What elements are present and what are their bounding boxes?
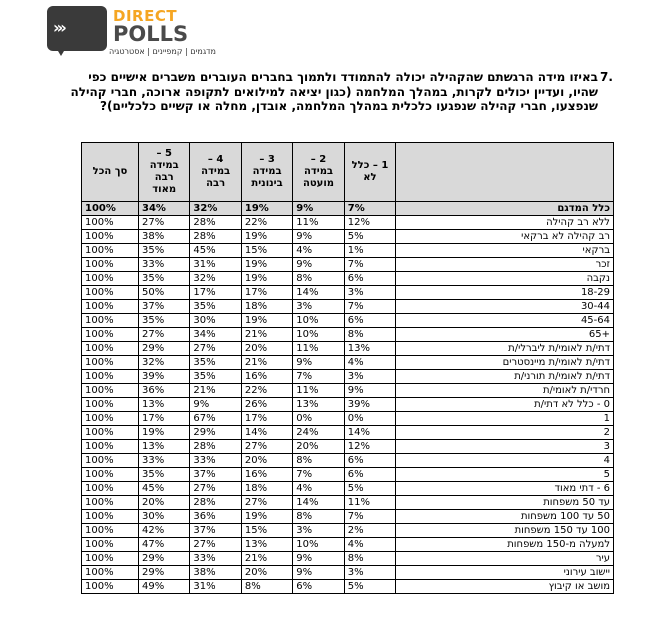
table-cell: 7% [344, 300, 395, 314]
table-cell: 29% [138, 566, 189, 580]
results-table [81, 142, 614, 594]
table-cell: 9% [190, 398, 241, 412]
table-cell: 20% [241, 454, 292, 468]
table-cell: 35% [138, 272, 189, 286]
table-cell: 16% [241, 468, 292, 482]
table-cell: 29% [138, 342, 189, 356]
table-cell: 35% [190, 370, 241, 384]
table-cell: 13% [138, 398, 189, 412]
table-cell: 11% [344, 496, 395, 510]
table-row [82, 300, 614, 314]
table-cell: 29% [190, 426, 241, 440]
row-label: למעלה מ-150 משפחות [396, 538, 614, 552]
table-row [82, 258, 614, 272]
row-label: 3 [396, 440, 614, 454]
header-category [396, 143, 614, 202]
table-cell: 24% [293, 426, 344, 440]
table-cell: 39% [344, 398, 395, 412]
table-row [82, 468, 614, 482]
table-cell: 32% [190, 272, 241, 286]
table-cell: 5% [344, 230, 395, 244]
header-scale-4: 4 – במידה רבה [190, 143, 241, 202]
row-label: 4 [396, 454, 614, 468]
logo-direct-text: DIRECT [113, 7, 178, 25]
table-row [82, 454, 614, 468]
table-cell: 37% [138, 300, 189, 314]
table-cell: 5% [344, 580, 395, 594]
results-table-container [81, 142, 614, 594]
table-cell: 14% [293, 496, 344, 510]
table-row [82, 230, 614, 244]
table-cell: 100% [82, 580, 139, 594]
table-row-total [82, 202, 614, 216]
table-cell: 18% [241, 300, 292, 314]
row-label: עד 50 משפחות [396, 496, 614, 510]
table-cell: 3% [344, 566, 395, 580]
direct-polls-logo [47, 6, 216, 58]
table-cell: 9% [293, 566, 344, 580]
table-cell: 27% [241, 440, 292, 454]
table-cell: 100% [82, 384, 139, 398]
table-cell: 100% [82, 496, 139, 510]
row-label: ללא רב קהילה [396, 216, 614, 230]
table-cell: 27% [241, 496, 292, 510]
table-cell: 0% [344, 412, 395, 426]
table-cell: 33% [190, 454, 241, 468]
table-cell: 27% [138, 328, 189, 342]
table-cell: 8% [293, 510, 344, 524]
table-cell: 32% [138, 356, 189, 370]
table-cell: 28% [190, 216, 241, 230]
table-cell: 30% [138, 510, 189, 524]
table-cell: 14% [293, 286, 344, 300]
table-cell: 14% [344, 426, 395, 440]
table-cell: 33% [138, 454, 189, 468]
table-cell: 21% [241, 552, 292, 566]
table-cell: 27% [190, 538, 241, 552]
logo-bubble-tail [55, 46, 67, 56]
table-cell: 42% [138, 524, 189, 538]
row-label: יישוב עירוני [396, 566, 614, 580]
table-cell: 11% [293, 342, 344, 356]
table-cell: 50% [138, 286, 189, 300]
table-cell: 32% [190, 202, 241, 216]
row-label: 18-29 [396, 286, 614, 300]
table-cell: 31% [190, 580, 241, 594]
table-cell: 9% [293, 230, 344, 244]
table-cell: 9% [344, 384, 395, 398]
table-cell: 100% [82, 300, 139, 314]
table-cell: 17% [190, 286, 241, 300]
table-cell: 100% [82, 370, 139, 384]
table-row [82, 272, 614, 286]
table-cell: 36% [138, 384, 189, 398]
table-cell: 100% [82, 328, 139, 342]
table-cell: 100% [82, 314, 139, 328]
table-cell: 45% [138, 482, 189, 496]
table-row [82, 510, 614, 524]
table-cell: 7% [293, 370, 344, 384]
table-row [82, 342, 614, 356]
table-cell: 100% [82, 412, 139, 426]
table-cell: 7% [344, 202, 395, 216]
table-cell: 13% [344, 342, 395, 356]
table-cell: 100% [82, 286, 139, 300]
table-cell: 37% [190, 524, 241, 538]
table-cell: 100% [82, 440, 139, 454]
row-label: ברקאי [396, 244, 614, 258]
table-cell: 35% [138, 244, 189, 258]
table-cell: 19% [241, 230, 292, 244]
table-cell: 9% [293, 258, 344, 272]
table-header-row [82, 143, 614, 202]
row-label: דתי/ת לאומי/ת תורני/ת [396, 370, 614, 384]
table-cell: 100% [82, 398, 139, 412]
row-label: עיר [396, 552, 614, 566]
fast-forward-arrows-icon: ››› [53, 18, 64, 37]
table-cell: 12% [344, 440, 395, 454]
table-row [82, 440, 614, 454]
table-cell: 3% [344, 370, 395, 384]
table-cell: 19% [241, 202, 292, 216]
logo-polls-text: POLLS [113, 22, 189, 46]
table-cell: 100% [82, 426, 139, 440]
table-cell: 100% [82, 272, 139, 286]
header-scale-1: 1 – כלל לא [344, 143, 395, 202]
table-cell: 100% [82, 566, 139, 580]
table-cell: 100% [82, 482, 139, 496]
table-row [82, 244, 614, 258]
logo-speech-bubble [47, 6, 107, 51]
table-cell: 18% [241, 482, 292, 496]
row-label: מושב או קיבוץ [396, 580, 614, 594]
table-cell: 14% [241, 426, 292, 440]
table-cell: 19% [138, 426, 189, 440]
header-scale-3: 3 – במידה בינונית [241, 143, 292, 202]
table-cell: 35% [138, 468, 189, 482]
table-cell: 20% [138, 496, 189, 510]
header-scale-5: 5 – במידה רבה מאוד [138, 143, 189, 202]
row-label: 1 [396, 412, 614, 426]
row-label: נקבה [396, 272, 614, 286]
table-cell: 100% [82, 454, 139, 468]
row-label: חרדי/ת לאומי/ת [396, 384, 614, 398]
row-label: דתי/ת לאומי/ת מיינסטרים [396, 356, 614, 370]
table-cell: 20% [293, 440, 344, 454]
table-row [82, 482, 614, 496]
table-cell: 27% [190, 342, 241, 356]
table-row [82, 412, 614, 426]
table-cell: 6% [344, 468, 395, 482]
table-cell: 45% [190, 244, 241, 258]
question-text: באיזו מידה הרגשתם שהקהילה יכולה להתמודד ולתמוך בחברים העוברים משברים אישיים כפי שהיו, ועדיין יכולים לקרות, במהלך המלחמה (כגון יציאה למילואים לתקופה ארוכה, חברי קהילה שנפצעו, חברי קהילה שנפגעו כלכלית במהלך המלחמה, אובדן, מחלה או קשיים כלכליים)? [70, 70, 598, 113]
table-cell: 13% [293, 398, 344, 412]
table-cell: 17% [241, 286, 292, 300]
table-cell: 17% [241, 412, 292, 426]
header-total: סך הכל [82, 143, 139, 202]
row-label: 30-44 [396, 300, 614, 314]
table-cell: 6% [344, 454, 395, 468]
table-row [82, 580, 614, 594]
table-cell: 22% [241, 216, 292, 230]
table-cell: 100% [82, 552, 139, 566]
table-cell: 38% [138, 230, 189, 244]
table-cell: 100% [82, 538, 139, 552]
table-row [82, 552, 614, 566]
question-number: 7. [600, 70, 613, 84]
table-cell: 27% [138, 216, 189, 230]
table-cell: 15% [241, 524, 292, 538]
table-row [82, 356, 614, 370]
table-cell: 19% [241, 314, 292, 328]
table-cell: 3% [293, 524, 344, 538]
table-cell: 3% [293, 300, 344, 314]
row-label: כלל המדגם [396, 202, 614, 216]
table-cell: 100% [82, 342, 139, 356]
table-cell: 36% [190, 510, 241, 524]
table-row [82, 566, 614, 580]
table-cell: 31% [190, 258, 241, 272]
table-cell: 13% [138, 440, 189, 454]
table-row [82, 370, 614, 384]
table-cell: 1% [344, 244, 395, 258]
table-cell: 28% [190, 230, 241, 244]
table-cell: 34% [190, 328, 241, 342]
table-cell: 100% [82, 468, 139, 482]
table-cell: 49% [138, 580, 189, 594]
table-cell: 4% [293, 482, 344, 496]
table-cell: 100% [82, 230, 139, 244]
table-cell: 28% [190, 496, 241, 510]
table-row [82, 216, 614, 230]
table-cell: 12% [344, 216, 395, 230]
table-cell: 6% [344, 314, 395, 328]
row-label: 50 עד 100 משפחות [396, 510, 614, 524]
table-cell: 8% [241, 580, 292, 594]
logo-tagline: מדגמים | קמפיינים | אסטרטגיה [109, 47, 216, 56]
row-label: 5 [396, 468, 614, 482]
table-row [82, 524, 614, 538]
table-cell: 35% [190, 300, 241, 314]
table-cell: 7% [344, 510, 395, 524]
table-row [82, 286, 614, 300]
table-cell: 8% [344, 552, 395, 566]
table-body [82, 202, 614, 594]
table-cell: 10% [293, 538, 344, 552]
table-cell: 8% [344, 328, 395, 342]
table-row [82, 384, 614, 398]
table-row [82, 328, 614, 342]
table-cell: 100% [82, 216, 139, 230]
table-cell: 100% [82, 258, 139, 272]
table-cell: 26% [241, 398, 292, 412]
table-cell: 10% [293, 314, 344, 328]
table-cell: 100% [82, 510, 139, 524]
table-cell: 9% [293, 356, 344, 370]
table-cell: 4% [293, 244, 344, 258]
table-cell: 37% [190, 468, 241, 482]
table-cell: 33% [190, 552, 241, 566]
table-cell: 8% [293, 454, 344, 468]
table-cell: 21% [190, 384, 241, 398]
table-cell: 11% [293, 384, 344, 398]
table-cell: 38% [190, 566, 241, 580]
table-cell: 19% [241, 510, 292, 524]
table-cell: 6% [293, 580, 344, 594]
row-label: רב קהילה לא ברקאי [396, 230, 614, 244]
table-cell: 19% [241, 258, 292, 272]
table-cell: 16% [241, 370, 292, 384]
row-label: 100 עד 150 משפחות [396, 524, 614, 538]
table-cell: 21% [241, 356, 292, 370]
table-cell: 6% [344, 272, 395, 286]
table-cell: 39% [138, 370, 189, 384]
table-cell: 30% [190, 314, 241, 328]
table-cell: 20% [241, 342, 292, 356]
table-cell: 19% [241, 272, 292, 286]
table-row [82, 398, 614, 412]
table-cell: 2% [344, 524, 395, 538]
table-cell: 3% [344, 286, 395, 300]
table-cell: 7% [293, 468, 344, 482]
table-cell: 9% [293, 202, 344, 216]
table-cell: 21% [241, 328, 292, 342]
table-row [82, 496, 614, 510]
table-cell: 8% [293, 272, 344, 286]
table-cell: 27% [190, 482, 241, 496]
table-cell: 10% [293, 328, 344, 342]
row-label: 45-64 [396, 314, 614, 328]
table-cell: 9% [293, 552, 344, 566]
table-row [82, 426, 614, 440]
table-cell: 100% [82, 356, 139, 370]
header-scale-2: 2 – במידה מועטה [293, 143, 344, 202]
row-label: 6 - דתי מאוד [396, 482, 614, 496]
table-row [82, 538, 614, 552]
table-cell: 29% [138, 552, 189, 566]
table-cell: 22% [241, 384, 292, 398]
table-cell: 11% [293, 216, 344, 230]
table-cell: 35% [138, 314, 189, 328]
table-cell: 100% [82, 524, 139, 538]
row-label: דתי/ת לאומי/ת ליברלי/ת [396, 342, 614, 356]
table-cell: 15% [241, 244, 292, 258]
table-cell: 20% [241, 566, 292, 580]
row-label: +65 [396, 328, 614, 342]
table-cell: 47% [138, 538, 189, 552]
table-cell: 100% [82, 244, 139, 258]
table-cell: 33% [138, 258, 189, 272]
table-cell: 4% [344, 356, 395, 370]
table-cell: 0% [293, 412, 344, 426]
table-cell: 35% [190, 356, 241, 370]
table-cell: 5% [344, 482, 395, 496]
row-label: 2 [396, 426, 614, 440]
table-cell: 4% [344, 538, 395, 552]
table-cell: 7% [344, 258, 395, 272]
table-row [82, 314, 614, 328]
row-label: 0 - כלל לא דתי/ת [396, 398, 614, 412]
table-cell: 100% [82, 202, 139, 216]
table-cell: 28% [190, 440, 241, 454]
table-cell: 17% [138, 412, 189, 426]
table-cell: 34% [138, 202, 189, 216]
row-label: זכר [396, 258, 614, 272]
table-cell: 13% [241, 538, 292, 552]
table-cell: 67% [190, 412, 241, 426]
